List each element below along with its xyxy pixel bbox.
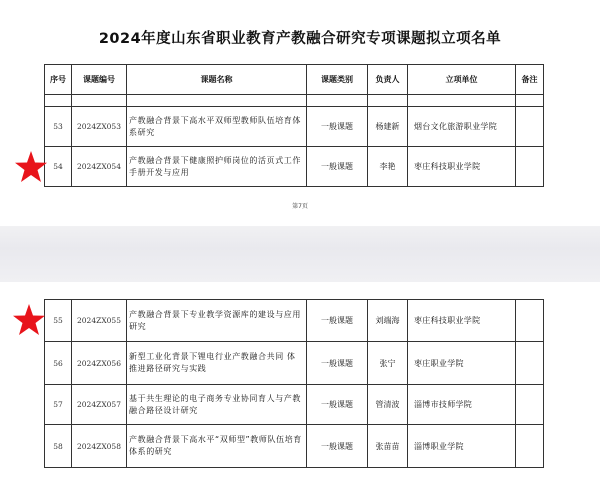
cell-note bbox=[516, 342, 544, 385]
cell-unit: 烟台文化旅游职业学院 bbox=[408, 107, 516, 147]
cell-name: 产教融合背景下高水平双师型教师队伍培育体系研究 bbox=[127, 107, 307, 147]
cell-no: 55 bbox=[45, 300, 72, 342]
page-separator bbox=[0, 226, 600, 282]
document-page-top bbox=[0, 0, 600, 226]
cell-leader: 张宁 bbox=[368, 342, 408, 385]
cell-name: 产教融合背景下高水平“双师型”教师队伍培育体系的研究 bbox=[127, 425, 307, 468]
cell-leader: 李艳 bbox=[368, 147, 408, 187]
cell-unit: 淄博职业学院 bbox=[408, 425, 516, 468]
cell-no: 56 bbox=[45, 342, 72, 385]
document-title: 2024年度山东省职业教育产教融合研究专项课题拟立项名单 bbox=[98, 31, 502, 47]
cell-code: 2024ZX057 bbox=[72, 385, 127, 425]
cell-note bbox=[516, 385, 544, 425]
page-number: 第7页 bbox=[292, 203, 308, 210]
cell-name: 产教融合背景下专业教学资源库的建设与应用研究 bbox=[127, 300, 307, 342]
cell-name: 基于共生理论的电子商务专业协同育人与产教融合路径设计研究 bbox=[127, 385, 307, 425]
cell-leader: 张苗苗 bbox=[368, 425, 408, 468]
star-shape bbox=[13, 304, 45, 335]
table-row bbox=[45, 107, 544, 147]
table-header-row bbox=[45, 65, 544, 95]
header-category: 课题类别 bbox=[307, 65, 368, 95]
table-row-spacer bbox=[45, 95, 544, 107]
cell-code: 2024ZX054 bbox=[72, 147, 127, 187]
cell-leader: 刘端海 bbox=[368, 300, 408, 342]
table-row bbox=[45, 147, 544, 187]
red-star-icon bbox=[12, 303, 46, 337]
cell-code: 2024ZX056 bbox=[72, 342, 127, 385]
cell-no: 54 bbox=[45, 147, 72, 187]
cell-note bbox=[516, 425, 544, 468]
cell-code: 2024ZX055 bbox=[72, 300, 127, 342]
cell-leader: 管清波 bbox=[368, 385, 408, 425]
cell-no: 57 bbox=[45, 385, 72, 425]
header-code: 课题编号 bbox=[72, 65, 127, 95]
cell-leader: 杨建新 bbox=[368, 107, 408, 147]
cell-category: 一般课题 bbox=[307, 385, 368, 425]
header-unit: 立项单位 bbox=[408, 65, 516, 95]
cell-unit: 淄博市技师学院 bbox=[408, 385, 516, 425]
cell-unit: 枣庄职业学院 bbox=[408, 342, 516, 385]
header-no: 序号 bbox=[45, 65, 72, 95]
cell-unit: 枣庄科技职业学院 bbox=[408, 300, 516, 342]
cell-name: 新型工业化背景下锂电行业产教融合共同 体推进路径研究与实践 bbox=[127, 342, 307, 385]
cell-name: 产教融合背景下健康照护师岗位的活页式工作手册开发与应用 bbox=[127, 147, 307, 187]
cell-note bbox=[516, 107, 544, 147]
cell-category: 一般课题 bbox=[307, 342, 368, 385]
cell-note bbox=[516, 300, 544, 342]
red-star-icon bbox=[14, 150, 48, 184]
project-table-top bbox=[44, 64, 544, 187]
cell-code: 2024ZX053 bbox=[72, 107, 127, 147]
table-row bbox=[45, 342, 544, 385]
star-shape bbox=[15, 151, 47, 182]
cell-no: 53 bbox=[45, 107, 72, 147]
header-name: 课题名称 bbox=[127, 65, 307, 95]
table-row bbox=[45, 300, 544, 342]
table-row bbox=[45, 385, 544, 425]
document-page-bottom bbox=[0, 282, 600, 496]
cell-code: 2024ZX058 bbox=[72, 425, 127, 468]
cell-category: 一般课题 bbox=[307, 300, 368, 342]
cell-category: 一般课题 bbox=[307, 107, 368, 147]
cell-unit: 枣庄科技职业学院 bbox=[408, 147, 516, 187]
cell-category: 一般课题 bbox=[307, 425, 368, 468]
header-leader: 负责人 bbox=[368, 65, 408, 95]
cell-category: 一般课题 bbox=[307, 147, 368, 187]
cell-note bbox=[516, 147, 544, 187]
project-table-bottom bbox=[44, 299, 544, 468]
cell-no: 58 bbox=[45, 425, 72, 468]
header-note: 备注 bbox=[516, 65, 544, 95]
table-row bbox=[45, 425, 544, 468]
